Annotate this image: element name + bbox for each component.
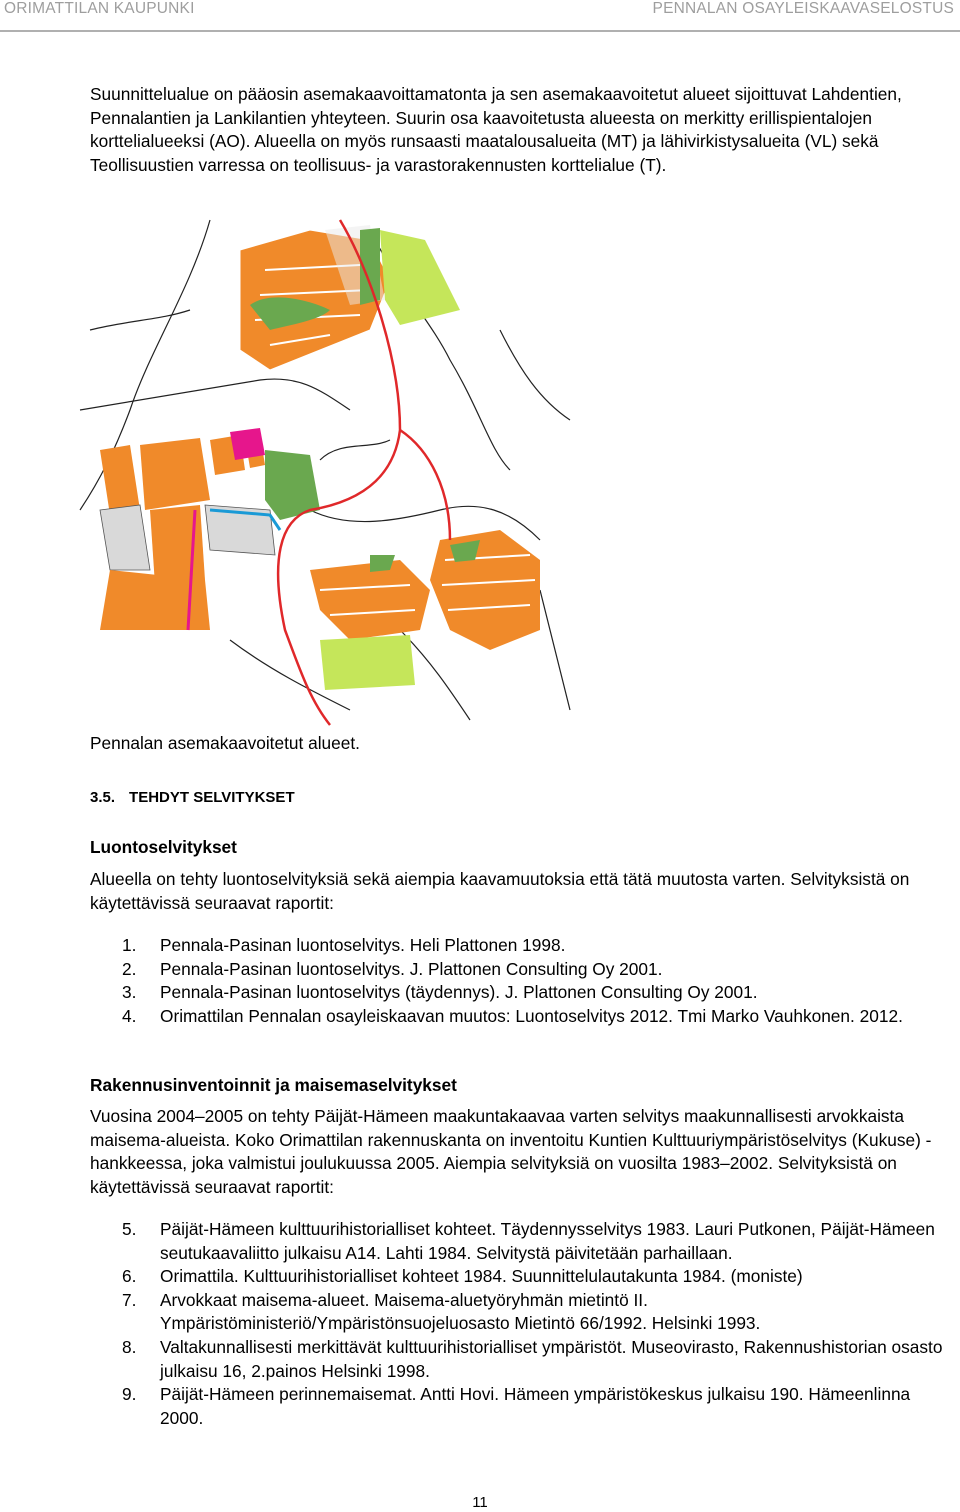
rakennus-heading: Rakennusinventoinnit ja maisemaselvitykset xyxy=(90,1075,457,1095)
residential-area-southwest xyxy=(150,505,205,585)
header-rule xyxy=(0,30,960,32)
agricultural-area-north xyxy=(380,230,460,325)
rakennus-report-list xyxy=(122,1218,958,1430)
list-item: 9. Päijät-Hämeen perinnemaisemat. Antti Hovi. Hämeen ympäristökeskus julkaisu 190. Hämeenlinna 2000. xyxy=(122,1384,911,1428)
zoning-map xyxy=(70,210,590,730)
section-number: 3.5. xyxy=(90,789,116,806)
section-title: TEHDYT SELVITYKSET xyxy=(129,789,295,806)
list-item: 7. Arvokkaat maisema-alueet. Maisema-aluetyöryhmän mietintö II. Ympäristöministeriö/Ympäristönsuojeluosasto Mietintö 66/1992. Helsinki 1993. xyxy=(122,1289,761,1334)
branch-road xyxy=(400,430,450,540)
residential-area-south xyxy=(100,570,210,630)
list-item: 4. Orimattilan Pennalan osayleiskaavan muutos: Luontoselvitys 2012. Tmi Marko Vauhkonen. 2012. xyxy=(122,1005,903,1026)
list-item: 3. Pennala-Pasinan luontoselvitys (täydennys). J. Plattonen Consulting Oy 2001. xyxy=(122,982,758,1003)
header-document-title: PENNALAN OSAYLEISKAAVASELOSTUS xyxy=(652,0,954,17)
luonto-heading: Luontoselvitykset xyxy=(90,837,237,857)
residential-area-southeast xyxy=(310,530,540,650)
luonto-report-list xyxy=(122,934,958,1028)
page-number: 11 xyxy=(472,1494,488,1511)
rakennus-paragraph: Vuosina 2004–2005 on tehty Päijät-Hämeen maakuntakaavaa varten selvitys maakunnallisesti arvokkaista maisema-alueista. Koko Orimattilan rakennuskanta on inventoitu Kuntien Kulttuuriympäristöselvitys (Kukuse) -hankkeessa, joka valmistui joulukuussa 2005. Aiempia selvityksiä on vuosilta 1983–2002. Selvityksistä on käytettävissä seuraavat raportit: xyxy=(90,1106,932,1197)
list-item: 6. Orimattila. Kulttuurihistorialliset kohteet 1984. Suunnittelulautakunta 1984. (moniste) xyxy=(122,1266,803,1287)
industrial-area-2 xyxy=(100,505,150,570)
page-header xyxy=(0,0,960,34)
list-item: 8. Valtakunnallisesti merkittävät kulttuurihistorialliset ympäristöt. Museovirasto, Rakennushistorian osasto julkaisu 16, 2.painos Helsinki 1998. xyxy=(122,1336,943,1381)
special-area xyxy=(230,428,265,460)
luonto-paragraph: Alueella on tehty luontoselvityksiä sekä aiempia kaavamuutoksia että tätä muutosta varten. Selvityksistä on käytettävissä seuraavat raportit: xyxy=(90,869,910,913)
agricultural-area-south xyxy=(320,635,415,690)
list-item: 2. Pennala-Pasinan luontoselvitys. J. Plattonen Consulting Oy 2001. xyxy=(122,958,663,979)
list-item: 5. Päijät-Hämeen kulttuurihistorialliset kohteet. Täydennysselvitys 1983. Lauri Putkonen, Päijät-Hämeen seutukaavaliitto julkaisu A14. Lahti 1984. Selvitystä päivitetään parhaillaan. xyxy=(122,1219,935,1263)
header-organization: ORIMATTILAN KAUPUNKI xyxy=(4,0,195,17)
figure-caption: Pennalan asemakaavoitetut alueet. xyxy=(90,733,360,753)
list-item: 1. Pennala-Pasinan luontoselvitys. Heli Plattonen 1998. xyxy=(122,935,566,955)
intro-paragraph: Suunnittelualue on pääosin asemakaavoittamatonta ja sen asemakaavoitetut alueet sijoittuvat Lahdentien, Pennalantien ja Lankilantien yhteyteen. Suurin osa kaavoitetusta alueesta on merkitty erillispientalojen korttelialueeksi (AO). Alueella on myös runsaasti maatalousalueita (MT) ja lähivirkistysalueita (VL) sekä Teollisuustien varressa on teollisuus- ja varastorakennusten korttelialue (T). xyxy=(90,84,902,175)
section-heading xyxy=(90,789,295,806)
